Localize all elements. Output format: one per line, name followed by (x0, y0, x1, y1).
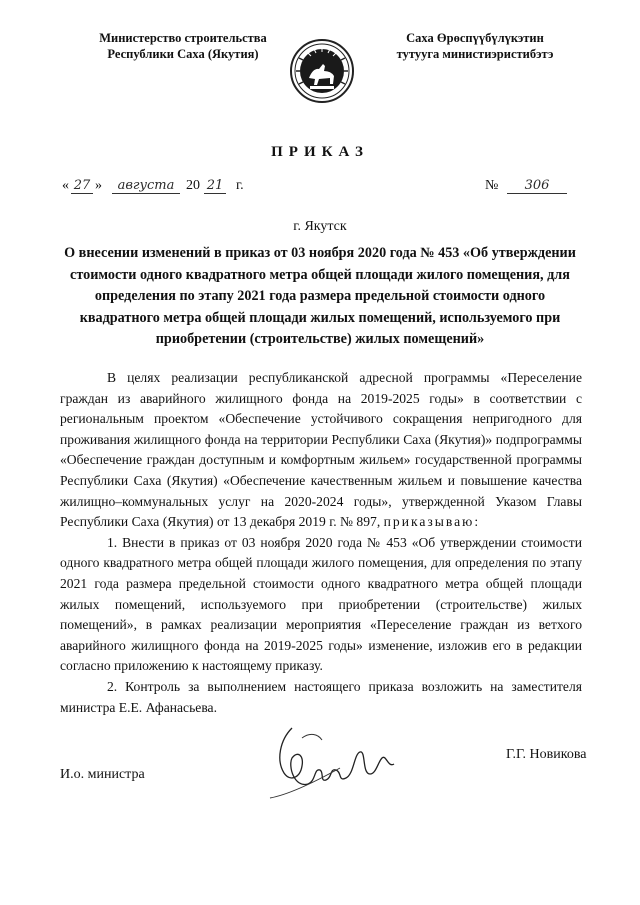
ministry-name-line1: Министерство строительства (99, 31, 267, 45)
city-line: г. Якутск (293, 219, 347, 234)
preamble-paragraph (60, 368, 582, 533)
date-year-suffix: 21 (204, 178, 226, 194)
item-1-paragraph: 1. Внести в приказ от 03 ноября 2020 года № 453 «Об утверждении стоимости одного квадратного метра общей площади жилого помещения, для определения по этапу 2021 года размера предельной стоимости одного квадратного метра общей площади жилых помещений, используемого при приобретении (строительстве) жилых помещений», в рамках реализации мероприятия «Переселение граждан из ветхого аварийного жилищного фонда на 2019-2025 годы» изменение, изложив его в редакции согласно приложению к настоящему приказу. (60, 534, 582, 674)
ministry-name-yakut-line2: тутууга министиэристибэтэ (396, 47, 554, 61)
ministry-name-yakut (375, 30, 575, 62)
signatory-role: И.о. министра (60, 767, 145, 782)
item-2-paragraph: 2. Контроль за выполнением настоящего приказа возложить на заместителя министра Е.Е. Афанасьева. (60, 678, 582, 715)
document-title: ПРИКАЗ (271, 144, 369, 160)
ministry-name-yakut-line1: Саха Өрөспүүбүлүкэтин (406, 31, 544, 45)
preamble-text: В целях реализации республиканской адресной программы «Переселение граждан из аварийного жилищного фонда на 2019-2025 годы» в соответствии с региональным проектом «Обеспечение устойчивого сокращения непригодного для проживания жилищного фонда на территории Республики Саха (Якутия)» подпрограммы «Обеспечение граждан доступным и комфортным жильем» государственной программы Республики Саха (Якутия) «Обеспечение качественным жильем и повышение качества жилищно–коммунальных услуг на 2020-2024 годы», утвержденной Указом Главы Республики Саха (Якутия) от 13 декабря 2019 г. № 897, (60, 370, 582, 530)
date-year-unit: г. (236, 178, 244, 193)
order-heading: О внесении изменений в приказ от 03 ноября 2020 года № 453 «Об утверждении стоимости одного квадратного метра общей площади жилого помещения, для определения по этапу 2021 года размера предельной стоимости одного квадратного метра общей площади жилых помещений, используемого при приобретении (строительстве) жилых помещений» (64, 245, 576, 347)
order-number: 306 (507, 178, 567, 194)
order-word: приказываю: (383, 514, 481, 530)
ministry-name-line2: Республики Саха (Якутия) (107, 47, 259, 61)
date-number-line (62, 178, 582, 202)
date-day: 27 (71, 178, 93, 194)
order-number-label: № (485, 178, 499, 193)
date-month: августа (112, 178, 180, 194)
date-open-quote: « (62, 178, 69, 193)
order-body (60, 368, 582, 718)
sakha-coat-of-arms-icon (289, 38, 355, 104)
handwritten-signature (262, 718, 412, 803)
date-close-quote: » (95, 178, 102, 193)
signatory-name: Г.Г. Новикова (506, 747, 587, 762)
ministry-name-russian (78, 30, 288, 62)
date-year-prefix: 20 (186, 178, 200, 193)
